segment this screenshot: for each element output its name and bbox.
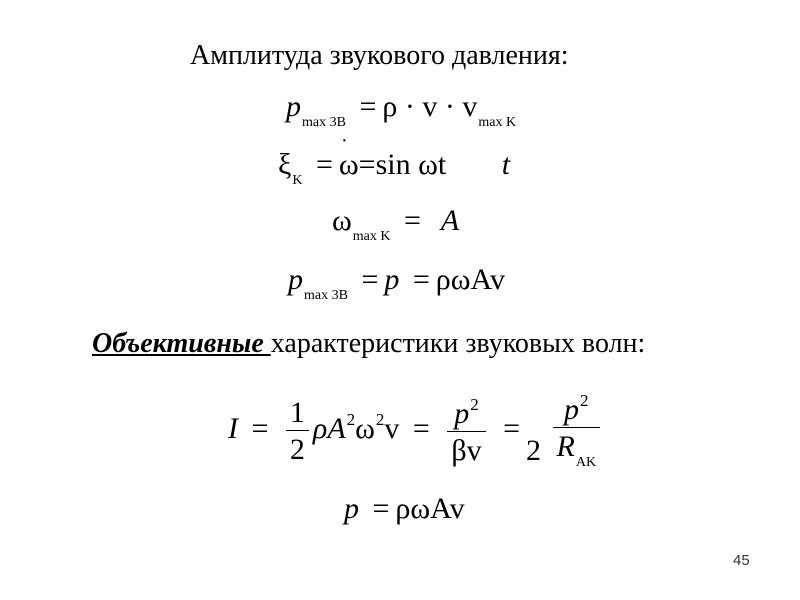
eq5-equals3: = bbox=[503, 411, 521, 445]
frac4-den-r: R bbox=[556, 430, 575, 463]
eq3-equals: = bbox=[403, 204, 421, 237]
section-heading-text: характеристики звуковых волн: bbox=[270, 328, 646, 359]
section-heading-emphasis: Объективные bbox=[92, 328, 271, 359]
eq1-v1: v bbox=[422, 90, 438, 123]
frac2-num-exp: 2 bbox=[470, 395, 479, 414]
eq3-lhs-sub: max K bbox=[352, 229, 391, 244]
eq5-lead-two: 2 bbox=[526, 433, 542, 467]
eq1-equals: = bbox=[359, 90, 377, 123]
section-heading bbox=[92, 328, 645, 360]
frac4-num-exp: 2 bbox=[580, 391, 589, 410]
eq5-omega: ω bbox=[355, 411, 375, 445]
fraction-p2-beta-v bbox=[447, 396, 485, 466]
eq3-lhs: ω bbox=[332, 204, 352, 237]
equation-pmax-velocity bbox=[286, 92, 516, 130]
eq5-A-exp: 2 bbox=[346, 409, 356, 429]
equation-intensity bbox=[228, 392, 604, 470]
frac2-num-p: p bbox=[454, 397, 470, 430]
frac2-numerator bbox=[447, 396, 485, 431]
eq5-omega-exp: 2 bbox=[375, 409, 385, 429]
eq1-dot2: · bbox=[444, 90, 455, 123]
equation-omega-max bbox=[332, 206, 459, 244]
slide-title: Амплитуда звукового давления: bbox=[190, 40, 569, 71]
frac4-den-sub: AK bbox=[575, 455, 597, 470]
eq1-v2-sub: max K bbox=[478, 115, 517, 130]
eq2-lhs: ξ bbox=[278, 148, 292, 181]
equation-velocity-derivative bbox=[278, 150, 510, 188]
eq4-mid: p bbox=[384, 263, 400, 296]
frac1-numerator: 1 bbox=[289, 395, 305, 429]
fraction-one-half bbox=[286, 395, 309, 466]
eq1-v2: v bbox=[462, 90, 478, 123]
eq5-equals: = bbox=[251, 411, 269, 445]
eq2-equals: = bbox=[316, 148, 333, 181]
eq2-t: t bbox=[501, 148, 511, 181]
eq1-lhs: p bbox=[286, 90, 301, 123]
eq4-lhs: p bbox=[288, 263, 303, 296]
eq1-rho: ρ bbox=[382, 90, 398, 123]
eq1-dot: · bbox=[404, 90, 415, 123]
eq5-equals2: = bbox=[412, 411, 430, 445]
eq6-rhs: ρωAv bbox=[395, 492, 465, 525]
eq4-equals: = bbox=[361, 263, 379, 296]
eq5-v: v bbox=[384, 411, 400, 445]
eq3-rhs: A bbox=[440, 204, 460, 237]
eq2-rhs: ω=sin ωt bbox=[338, 148, 447, 181]
fraction-p2-r-ak bbox=[553, 392, 601, 470]
equation-pressure bbox=[344, 494, 465, 524]
eq5-lhs: I bbox=[228, 411, 238, 445]
eq6-lhs: p bbox=[344, 492, 359, 525]
page-number: 45 bbox=[733, 552, 750, 569]
eq6-equals: = bbox=[372, 492, 390, 525]
eq4-lhs-sub: max 3B bbox=[304, 288, 348, 303]
frac4-numerator bbox=[553, 392, 601, 427]
eq2-lhs-sub: K bbox=[292, 173, 303, 188]
equation-pmax-result bbox=[288, 265, 505, 303]
eq4-equals2: = bbox=[412, 263, 430, 296]
eq5-rhoA: ρA bbox=[312, 411, 346, 445]
frac4-denominator bbox=[553, 427, 601, 470]
frac4-num-p: p bbox=[564, 393, 580, 426]
frac1-denominator: 2 bbox=[286, 430, 309, 465]
eq1-lhs-sub: max 3B bbox=[302, 115, 346, 130]
eq2-derivative-dot: · bbox=[341, 130, 348, 152]
frac2-denominator: βv bbox=[447, 431, 485, 466]
eq4-rhs: ρωAv bbox=[435, 263, 505, 296]
